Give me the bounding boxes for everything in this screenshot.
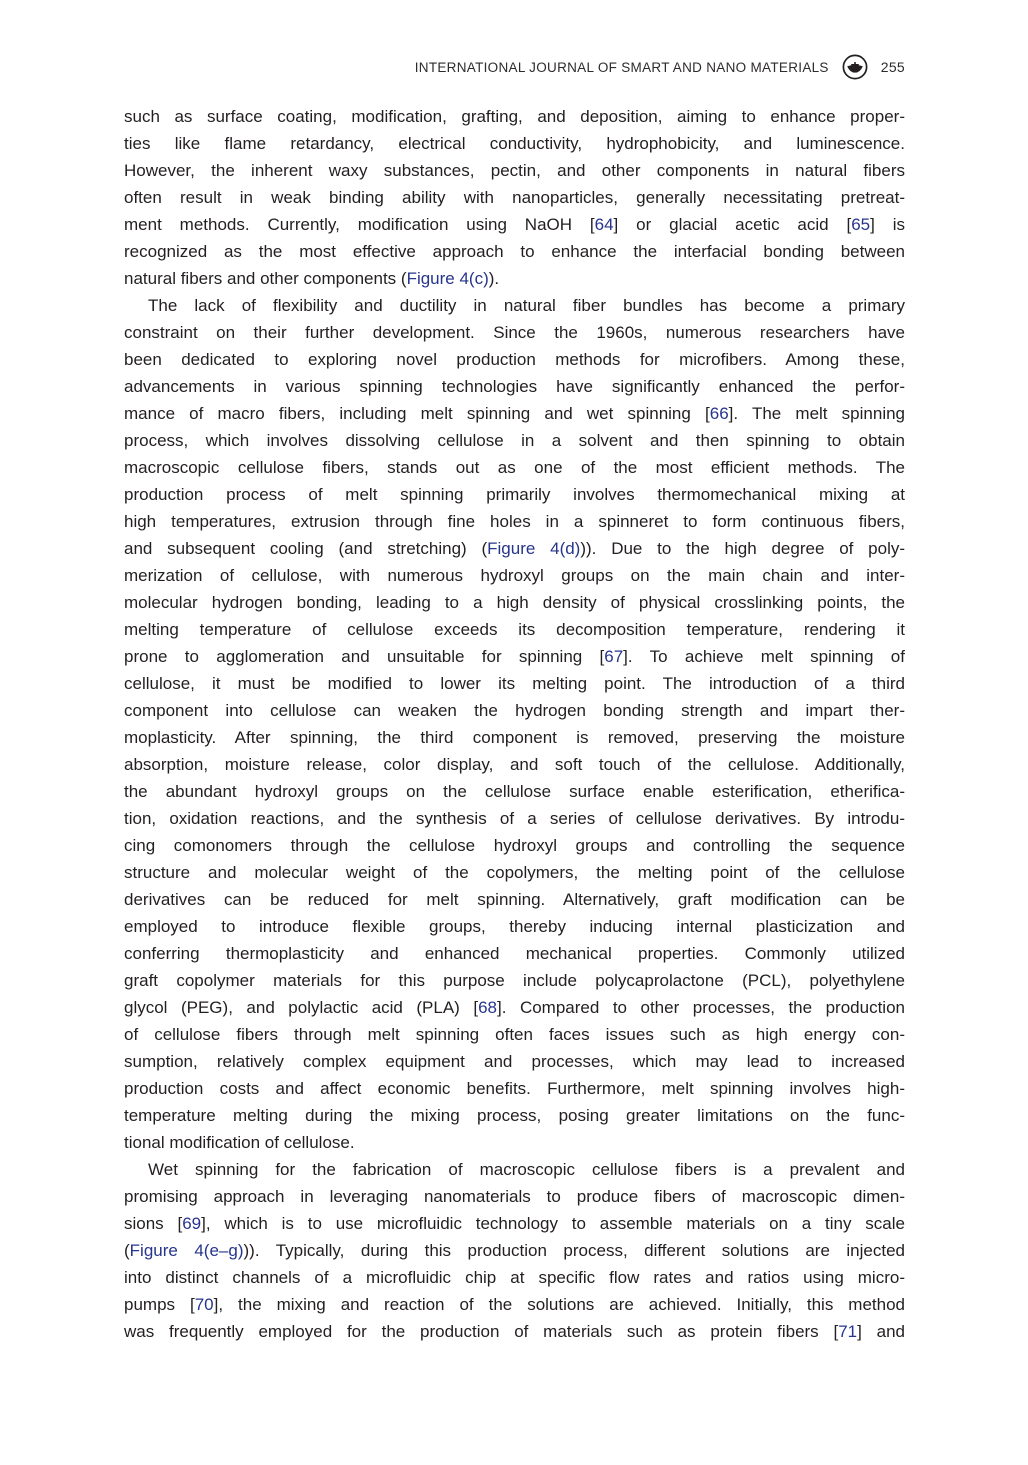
text-line bbox=[124, 940, 905, 967]
text-run: )). Due to the high degree of poly- bbox=[580, 539, 906, 558]
citation-link[interactable]: 66 bbox=[709, 404, 729, 423]
page-content bbox=[124, 0, 905, 1345]
text-run: prone to agglomeration and unsuitable for spinning [ bbox=[124, 647, 605, 666]
text-line bbox=[124, 751, 905, 778]
text-line bbox=[124, 1318, 905, 1345]
text-run: ] and bbox=[857, 1322, 906, 1341]
page-number: 255 bbox=[880, 59, 905, 75]
text-line bbox=[124, 1264, 905, 1291]
paragraph bbox=[124, 292, 905, 1156]
journal-title: INTERNATIONAL JOURNAL OF SMART AND NANO MATERIALS bbox=[414, 59, 829, 75]
text-run: mance of macro fibers, including melt spinning and wet spinning [ bbox=[124, 404, 710, 423]
running-header bbox=[124, 0, 905, 80]
text-run: of cellulose fibers through melt spinning often faces issues such as high energy con- bbox=[124, 1025, 905, 1044]
text-line bbox=[124, 373, 905, 400]
text-run: sions [ bbox=[124, 1214, 183, 1233]
text-line bbox=[124, 589, 905, 616]
text-line bbox=[124, 913, 905, 940]
text-run: promising approach in leveraging nanomaterials to produce fibers of macroscopic dimen- bbox=[124, 1187, 905, 1206]
text-line bbox=[124, 238, 905, 265]
text-run: high temperatures, extrusion through fine holes in a spinneret to form continuous fibers, bbox=[124, 512, 905, 531]
text-run: and subsequent cooling (and stretching) ( bbox=[124, 539, 488, 558]
figure-link[interactable]: Figure 4(e–g) bbox=[129, 1241, 244, 1260]
text-run: ] or glacial acetic acid [ bbox=[613, 215, 852, 234]
text-run: natural fibers and other components ( bbox=[124, 269, 407, 288]
text-run: graft copolymer materials for this purpose include polycaprolactone (PCL), polyethylene bbox=[124, 971, 905, 990]
text-run: However, the inherent waxy substances, pectin, and other components in natural fibers bbox=[124, 161, 905, 180]
text-line bbox=[124, 400, 905, 427]
text-line bbox=[124, 805, 905, 832]
text-line bbox=[124, 292, 905, 319]
figure-link[interactable]: Figure 4(d) bbox=[487, 539, 581, 558]
citation-link[interactable]: 65 bbox=[851, 215, 871, 234]
text-line bbox=[124, 1291, 905, 1318]
text-run: tional modification of cellulose. bbox=[124, 1133, 355, 1152]
text-run: absorption, moisture release, color display, and soft touch of the cellulose. Additionally, bbox=[124, 755, 905, 774]
text-line bbox=[124, 1183, 905, 1210]
text-run: sumption, relatively complex equipment and processes, which may lead to increased bbox=[124, 1052, 905, 1071]
text-line bbox=[124, 1237, 905, 1264]
text-run: macroscopic cellulose fibers, stands out as one of the most efficient methods. The bbox=[124, 458, 905, 477]
citation-link[interactable]: 68 bbox=[478, 998, 497, 1017]
text-line bbox=[124, 508, 905, 535]
text-line bbox=[124, 454, 905, 481]
text-run: into distinct channels of a microfluidic chip at specific flow rates and ratios using micro- bbox=[124, 1268, 905, 1287]
text-line bbox=[124, 1048, 905, 1075]
paragraph bbox=[124, 103, 905, 292]
text-line bbox=[124, 211, 905, 238]
text-run: ). bbox=[488, 269, 500, 288]
text-run: was frequently employed for the production of materials such as protein fibers [ bbox=[124, 1322, 839, 1341]
text-run: ties like flame retardancy, electrical conductivity, hydrophobicity, and luminescence. bbox=[124, 134, 905, 153]
text-line bbox=[124, 319, 905, 346]
text-line bbox=[124, 1156, 905, 1183]
text-run: tion, oxidation reactions, and the synthesis of a series of cellulose derivatives. By introdu- bbox=[124, 809, 905, 828]
text-line bbox=[124, 1129, 905, 1156]
text-run: glycol (PEG), and polylactic acid (PLA) [ bbox=[124, 998, 479, 1017]
text-run: )). Typically, during this production process, different solutions are injected bbox=[243, 1241, 905, 1260]
text-line bbox=[124, 994, 905, 1021]
text-line bbox=[124, 1102, 905, 1129]
text-line bbox=[124, 832, 905, 859]
text-line bbox=[124, 1075, 905, 1102]
citation-link[interactable]: 67 bbox=[604, 647, 624, 666]
text-line bbox=[124, 562, 905, 589]
text-run: ], the mixing and reaction of the solutions are achieved. Initially, this method bbox=[213, 1295, 905, 1314]
text-line bbox=[124, 535, 905, 562]
text-run: recognized as the most effective approach to enhance the interfacial bonding between bbox=[124, 242, 905, 261]
text-line bbox=[124, 481, 905, 508]
text-line bbox=[124, 724, 905, 751]
text-run: ]. The melt spinning bbox=[728, 404, 906, 423]
text-line bbox=[124, 616, 905, 643]
text-line bbox=[124, 184, 905, 211]
text-run: cellulose, it must be modified to lower its melting point. The introduction of a third bbox=[124, 674, 905, 693]
text-run: conferring thermoplasticity and enhanced mechanical properties. Commonly utilized bbox=[124, 944, 905, 963]
text-line bbox=[124, 130, 905, 157]
text-line bbox=[124, 1021, 905, 1048]
text-run: ]. Compared to other processes, the production bbox=[497, 998, 905, 1017]
text-run: ( bbox=[124, 1241, 130, 1260]
text-line bbox=[124, 643, 905, 670]
text-run: molecular hydrogen bonding, leading to a high density of physical crosslinking points, the bbox=[124, 593, 905, 612]
text-run: temperature melting during the mixing process, posing greater limitations on the func- bbox=[124, 1106, 905, 1125]
text-run: ment methods. Currently, modification using NaOH [ bbox=[124, 215, 595, 234]
citation-link[interactable]: 70 bbox=[194, 1295, 214, 1314]
text-run: merization of cellulose, with numerous hydroxyl groups on the main chain and inter- bbox=[124, 566, 905, 585]
text-line bbox=[124, 967, 905, 994]
text-run: advancements in various spinning technologies have significantly enhanced the perfor- bbox=[124, 377, 905, 396]
text-run: often result in weak binding ability with nanoparticles, generally necessitating pretreat- bbox=[124, 188, 905, 207]
citation-link[interactable]: 71 bbox=[838, 1322, 858, 1341]
text-run: production costs and affect economic benefits. Furthermore, melt spinning involves high- bbox=[124, 1079, 905, 1098]
figure-link[interactable]: Figure 4(c) bbox=[406, 269, 489, 288]
taylor-francis-logo-icon bbox=[842, 54, 868, 80]
text-run: employed to introduce flexible groups, thereby inducing internal plasticization and bbox=[124, 917, 905, 936]
text-line bbox=[124, 427, 905, 454]
text-run: such as surface coating, modification, grafting, and deposition, aiming to enhance proper- bbox=[124, 107, 905, 126]
text-line bbox=[124, 346, 905, 373]
citation-link[interactable]: 64 bbox=[594, 215, 614, 234]
text-run: Wet spinning for the fabrication of macroscopic cellulose fibers is a prevalent and bbox=[148, 1160, 905, 1179]
text-run: The lack of flexibility and ductility in natural fiber bundles has become a primary bbox=[148, 296, 905, 315]
text-run: production process of melt spinning primarily involves thermomechanical mixing at bbox=[124, 485, 905, 504]
text-line bbox=[124, 778, 905, 805]
citation-link[interactable]: 69 bbox=[182, 1214, 202, 1233]
text-run: the abundant hydroxyl groups on the cellulose surface enable esterification, etherifica- bbox=[124, 782, 905, 801]
text-run: ], which is to use microfluidic technology to assemble materials on a tiny scale bbox=[201, 1214, 905, 1233]
text-line bbox=[124, 670, 905, 697]
text-line bbox=[124, 103, 905, 130]
text-line bbox=[124, 157, 905, 184]
text-run: process, which involves dissolving cellulose in a solvent and then spinning to obtain bbox=[124, 431, 905, 450]
text-line bbox=[124, 886, 905, 913]
paragraph bbox=[124, 1156, 905, 1345]
text-run: constraint on their further development. Since the 1960s, numerous researchers have bbox=[124, 323, 905, 342]
text-run: ] is bbox=[870, 215, 906, 234]
text-line bbox=[124, 265, 905, 292]
text-run: moplasticity. After spinning, the third component is removed, preserving the moisture bbox=[124, 728, 905, 747]
article-body bbox=[124, 103, 905, 1345]
text-run: ]. To achieve melt spinning of bbox=[623, 647, 905, 666]
text-line bbox=[124, 697, 905, 724]
text-run: structure and molecular weight of the copolymers, the melting point of the cellulose bbox=[124, 863, 905, 882]
text-run: melting temperature of cellulose exceeds its decomposition temperature, rendering it bbox=[124, 620, 905, 639]
text-run: cing comonomers through the cellulose hydroxyl groups and controlling the sequence bbox=[124, 836, 905, 855]
text-run: derivatives can be reduced for melt spinning. Alternatively, graft modification can be bbox=[124, 890, 905, 909]
text-line bbox=[124, 859, 905, 886]
text-run: pumps [ bbox=[124, 1295, 195, 1314]
text-line bbox=[124, 1210, 905, 1237]
text-run: been dedicated to exploring novel production methods for microfibers. Among these, bbox=[124, 350, 905, 369]
text-run: component into cellulose can weaken the hydrogen bonding strength and impart ther- bbox=[124, 701, 905, 720]
